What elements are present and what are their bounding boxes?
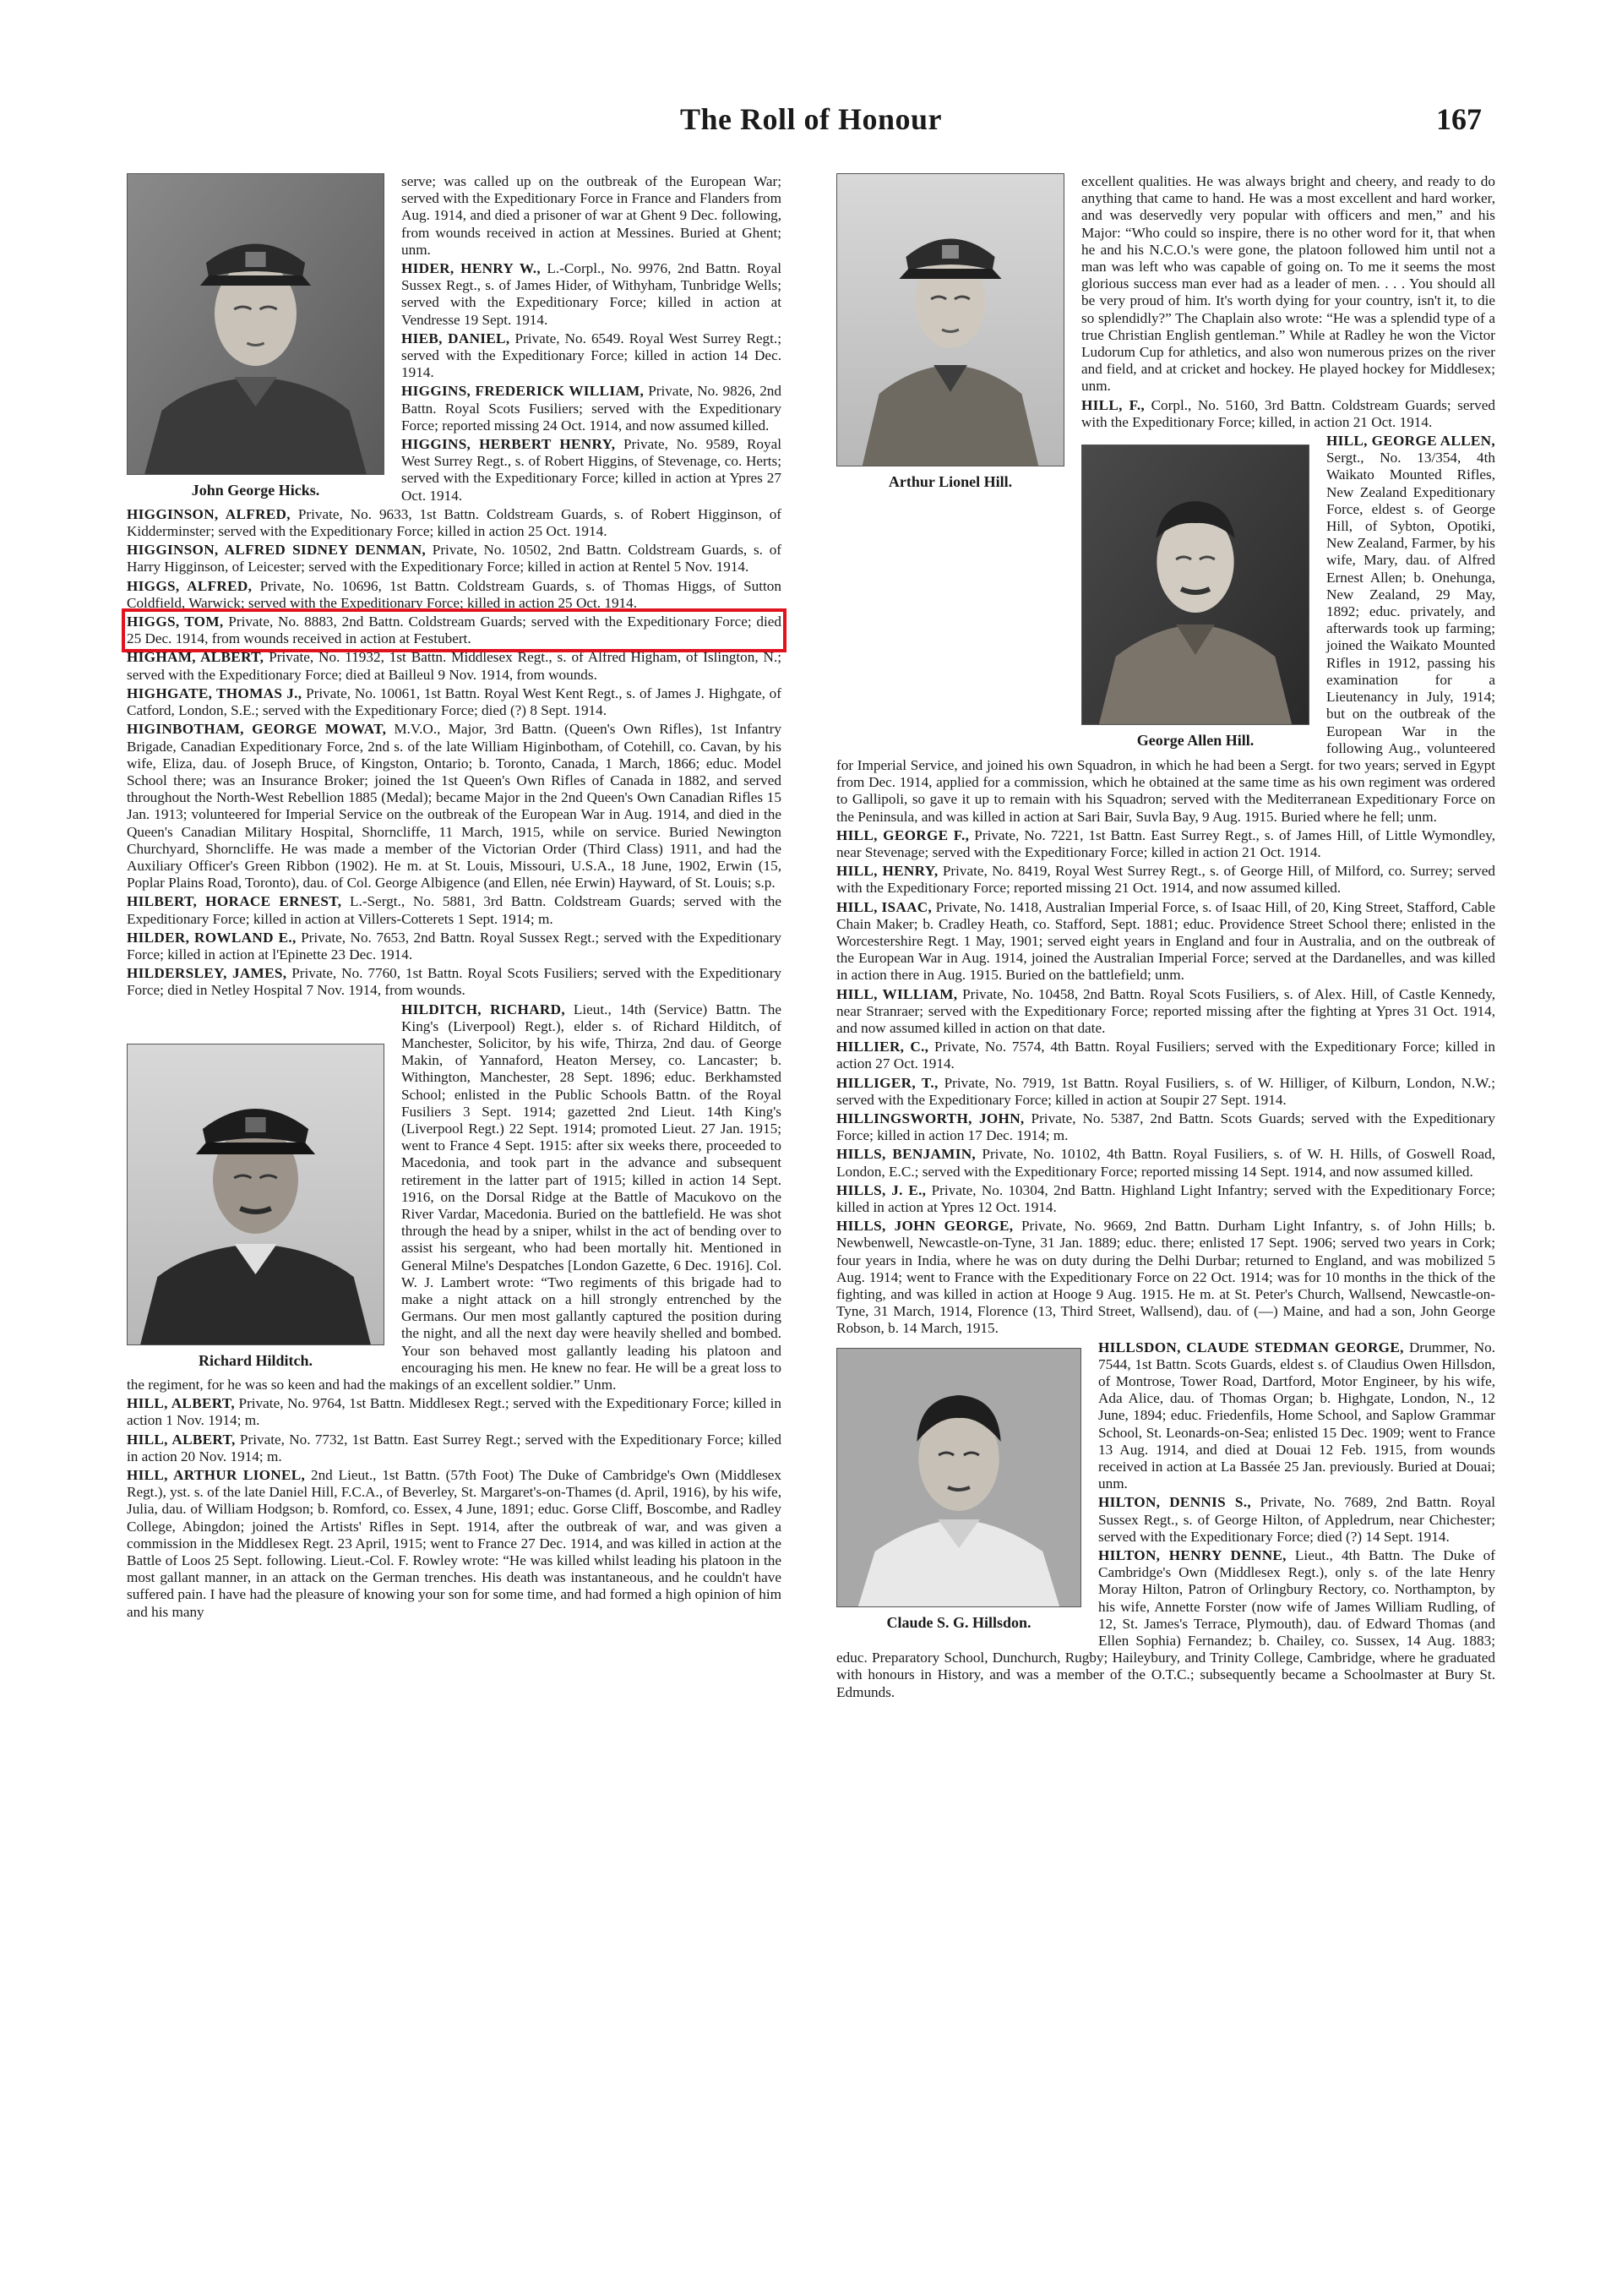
entry-name: HILLS, JOHN GEORGE, (836, 1218, 1014, 1235)
portrait-image (127, 1044, 384, 1345)
entry-name: HILTON, DENNIS S., (1098, 1494, 1251, 1511)
photo-caption: Arthur Lionel Hill. (888, 473, 1013, 490)
photo-arthur-lionel-hill (836, 173, 1064, 495)
entry-text: Private, No. 10304, 2nd Battn. Highland Light Infantry; served with the Expeditionary Force; killed in action at Ypres 12 Oct. 1914. (836, 1181, 1495, 1215)
entry-name: HIGGINS, FREDERICK WILLIAM, (401, 383, 645, 400)
entry-hills-benjamin (836, 1146, 1495, 1180)
right-column (836, 173, 1495, 1703)
entry-name: HILL, ARTHUR LIONEL, (127, 1467, 306, 1484)
highlighted-entry-higgs-tom (127, 614, 781, 647)
entry-text: Drummer, No. 7544, 1st Battn. Scots Guards, eldest s. of Claudius Owen Hillsdon, of Montrose, Tower Road, Dartford, Motor Engineer, by his wife, Ada Alice, dau. of Thomas Organ; b. Highgate, London, N., 12 June, 1894; educ. Friedenfils, Home School, and Saplow Grammar School, St. Leonards-on-Sea; enlisted 15 Dec. 1909; went to France 13 Aug. 1914, and died at Douai 12 Feb. 1915, from wounds received in action at La Bassée 25 Jan. previously. Buried at Douai; unm. (1098, 1339, 1496, 1492)
entry-name: HILLIGER, T., (836, 1074, 939, 1091)
left-column (127, 173, 781, 1622)
entry-text: Private, No. 5387, 2nd Battn. Scots Guards; served with the Expeditionary Force; killed in action 17 Dec. 1914; m. (836, 1110, 1495, 1144)
entry-text: L.-Sergt., No. 5881, 3rd Battn. Coldstream Guards; served with the Expeditionary Force; killed in action at Villers-Cotterets 1 Sept. 1914; m. (127, 893, 781, 927)
entry-hilder-rowland (127, 930, 781, 963)
entry-text: Private, No. 6549. Royal West Surrey Regt.; served with the Expeditionary Force; killed in action 14 Dec. 1914. (401, 330, 782, 381)
entry-name: HIEB, DANIEL, (401, 330, 510, 346)
entry-name: HILL, ALBERT, (127, 1395, 235, 1412)
entry-name: HILDER, ROWLAND E., (127, 929, 297, 946)
entry-name: HILL, ISAAC, (836, 898, 933, 915)
photo-john-george-hicks (127, 173, 384, 504)
entry-text: Private, No. 7653, 2nd Battn. Royal Sussex Regt.; served with the Expeditionary Force; killed in action at l'Epinette 23 Dec. 1914. (127, 929, 781, 963)
entry-name: HILL, HENRY, (836, 863, 939, 880)
portrait-image (127, 173, 384, 475)
entry-name: HILDERSLEY, JAMES, (127, 965, 287, 982)
entry-text: Private, No. 7689, 2nd Battn. Royal Sussex Regt., s. of George Hilton, of Appledrum, near Chichester; served with the Expeditionary Force; died (?) 14 Sept. 1914. (1098, 1494, 1495, 1545)
entry-text: Corpl., No. 5160, 3rd Battn. Coldstream Guards; served with the Expeditionary Force; killed, in action 21 Oct. 1914. (1081, 396, 1495, 430)
entry-text: Private, No. 9633, 1st Battn. Coldstream Guards, s. of Robert Higginson, of Kidderminster; served with the Expeditionary Force; killed in action 25 Oct. 1914. (127, 505, 782, 540)
entry-highgate-thomas (127, 685, 781, 719)
entry-hills-john-george (836, 1218, 1495, 1337)
photo-caption: John George Hicks. (191, 482, 320, 499)
entry-text: Sergt., No. 13/354, 4th Waikato Mounted Rifles, New Zealand Expeditionary Force, eldest s. of George Hill, of Sybton, Opotiki, New Zealand, Farmer, by his wife, Mary, dau. of Alfred Ernest Allen; b. Onehunga, New Zealand, 29 May, 1892; educ. privately, and afterwards took up farming; joined the Waikato Mounted Rifles in 1912, passing his examination for a Lieutenancy in July, 1914; but on the outbreak of the European War in the following Aug., volunteered for Imperial Service, and joined his own Squadron, in which he had been a Sergt. for two years; served in Egypt from Dec. 1914, applied for a commission, which he obtained at the same time as his own regiment was ordered to Gallipoli, so gave it up to remain with his Squadron; served with the Mediterranean Expeditionary Force on the Peninsula, and was killed in action at Sari Bair, Suvla Bay, 9 Aug. 1915. Buried where he fell; unm. (836, 450, 1495, 825)
portrait-image (1081, 444, 1309, 725)
entry-text: Private, No. 9826, 2nd Battn. Royal Scots Fusiliers; served with the Expeditionary Force; reported missing 24 Oct. 1914, and now assumed killed. (401, 383, 781, 434)
entry-hills-j-e (836, 1182, 1495, 1216)
photo-george-allen-hill (1081, 444, 1309, 754)
entry-name: HILDITCH, RICHARD, (401, 1001, 565, 1017)
photo-richard-hilditch (127, 1044, 384, 1374)
entry-name: HILLS, BENJAMIN, (836, 1146, 976, 1163)
entry-text: Private, No. 7574, 4th Battn. Royal Fusiliers; served with the Expeditionary Force; killed in action 27 Oct. 1914. (836, 1039, 1495, 1072)
entry-text: Private, No. 10061, 1st Battn. Royal West Kent Regt., s. of James J. Highgate, of Catford, London, S.E.; served with the Expeditionary Force; died (?) 8 Sept. 1914. (127, 684, 781, 719)
entry-name: HILL, F., (1081, 396, 1146, 413)
entry-name: HILL, ALBERT, (127, 1431, 236, 1448)
entry-name: HILL, GEORGE F., (836, 826, 970, 843)
portrait-image (836, 1348, 1081, 1607)
entry-hill-henry (836, 863, 1495, 897)
photo-caption: Claude S. G. Hillsdon. (886, 1613, 1031, 1631)
entry-name: HIGGINS, HERBERT HENRY, (401, 436, 616, 453)
entry-text: Private, No. 9589, Royal West Surrey Regt., s. of Robert Higgins, of Stevenage, co. Herts; served with the Expeditionary Force; killed in action at Ypres 27 Oct. 1914. (401, 436, 781, 504)
entry-hill-george-f (836, 827, 1495, 861)
entry-name: HILTON, HENRY DENNE, (1098, 1547, 1287, 1564)
page-number: 167 (1436, 102, 1482, 136)
entry-continuation: serve; was called up on the outbreak of the European War; served with the Expeditionary Force in France and Flanders from Aug. 1914, and died a prisoner of war at Ghent 9 Dec. following, from wounds received in action at Messines. Buried at Ghent; unm. (401, 173, 781, 258)
entry-name: HIGGS, TOM, (127, 614, 224, 630)
entry-text: Private, No. 7221, 1st Battn. East Surrey Regt., s. of James Hill, of Little Wymondley, near Stevenage; served with the Expeditionary Force; killed in action 21 Oct. 1914. (836, 826, 1496, 860)
entry-text: Lieut., 4th Battn. The Duke of Cambridge's Own (Middlesex Regt.), only s. of the late Henry Moray Hilton, Patron of Orlingbury Rectory, co. Northampton, by his wife, Annette Forster (now wife of James William Rudling, of 12, St. James's Terrace, Plymouth), dau. of Edward Thomas (and Ellen Sophia) Fernandez; b. Chailey, co. Sussex, 14 Aug. 1883; educ. Preparatory School, Dunchurch, Rugby; Haileybury, and Trinity College, Cambridge, where he graduated with honours in History, and was a member of the O.T.C.; subsequently became a Schoolmaster at Bury St. Edmunds. (836, 1547, 1495, 1700)
entry-higinbotham-george (127, 721, 781, 892)
entry-hill-albert-1 (127, 1395, 781, 1429)
photo-claude-hillsdon (836, 1348, 1081, 1636)
page-header (127, 101, 1495, 152)
entry-hilliger-t (836, 1075, 1495, 1109)
entry-text: Private, No. 10696, 1st Battn. Coldstream Guards, s. of Thomas Higgs, of Sutton Coldfield, Warwick; served with the Expeditionary Force; killed in action 25 Oct. 1914. (127, 577, 781, 611)
entry-text: Private, No. 9669, 2nd Battn. Durham Light Infantry, s. of John Hills; b. Newbenwell, Newcastle-on-Tyne, 31 Jan. 1889; educ. there; enlisted 17 Sept. 1906; served two years in Cork; four years in India, where he was on duty during the Delhi Durbar; returned to England, and was mobilized 5 Aug. 1914; went to France with the Expeditionary Force on 22 Oct. 1914; was for 10 months in the thick of the fighting, and was killed in action at Hooge 9 Aug. 1915. He m. at St. Peter's Church, Wallsend, Newcastle-on-Tyne, 31 March, 1914, Florence (13, Third Street, Wallsend), dau. of (—) Maine, and had a son, John George Robson, b. 14 March, 1915. (836, 1218, 1496, 1337)
entry-name: HILLSDON, CLAUDE STEDMAN GEORGE, (1098, 1339, 1404, 1355)
entry-name: HIGHAM, ALBERT, (127, 649, 264, 666)
entry-name: HILLS, J. E., (836, 1181, 927, 1198)
entry-text: M.V.O., Major, 3rd Battn. (Queen's Own Rifles), 1st Infantry Brigade, Canadian Expeditionary Force, 2nd s. of the late William Higinbotham, of Cotehill, co. Cavan, by his wife, Eliza, dau. of Joseph Bruce, of Kingston, Ontario; b. Toronto, Canada, 1 March, 1866; educ. Model School there; was an Insurance Broker; joined the 1st Queen's Own Rifles of Canada in 1882, and served throughout the North-West Rebellion 1885 (Medal); became Major in the 2nd Queen's Own Canadian Rifles 15 Jan. 1913; volunteered for Imperial Service on the outbreak of the European War in Aug. 1914, and died in the Queen's Canadian Military Hospital, Shorncliffe, 11 March, 1915, while on service. Buried Newington Churchyard, Shorncliffe. He was made a member of the Victorian Order (Third Class) 1911, and had the Auxiliary Officer's Green Ribbon (1902). He m. at St. Louis, Missouri, U.S.A., 18 June, 1902, Erwin (15, Poplar Plains Road, Toronto), dau. of Col. George Albigence (and Ellen, née Erwin) Hayward, of St. Louis; s.p. (127, 721, 781, 892)
entry-text: Private, No. 8419, Royal West Surrey Regt., s. of George Hill, of Milford, co. Surrey; served with the Expeditionary Force; reported missing 21 Oct. 1914, and now assumed killed. (836, 863, 1495, 897)
entry-text: Private, No. 10458, 2nd Battn. Royal Scots Fusiliers, s. of Alex. Hill, of Castle Kennedy, near Stranraer; served with the Expeditionary Force; reported missing after the fighting at Ypres 31 Oct. 1914, and now assumed killed in action on that date. (836, 985, 1495, 1036)
entry-text: Private, No. 7760, 1st Battn. Royal Scots Fusiliers; served with the Expeditionary Force; died in Netley Hospital 7 Nov. 1914, from wounds. (127, 965, 782, 999)
photo-caption: Richard Hilditch. (198, 1351, 313, 1369)
entry-higgs-alfred (127, 578, 781, 612)
entry-hill-isaac (836, 899, 1495, 984)
entry-name: HIGGS, ALFRED, (127, 577, 253, 594)
entry-text: Private, No. 1418, Australian Imperial Force, s. of Isaac Hill, of 20, King Street, Stafford, Cable Chain Maker; b. Cradley Heath, co. Stafford, Sept. 1881; educ. Providence Street School there; enlisted in the Worcestershire Regt. 1 May, 1901; served eight years in England and four in Australia, and on the outbreak of the European War in Aug. 1914, joined the Australian Imperial Force; served at the Dardanelles, and was killed in action there in Aug. 1915. Buried on the battlefield; unm. (836, 898, 1495, 984)
entry-higginson-alfred (127, 506, 781, 540)
entry-name: HIGHGATE, THOMAS J., (127, 684, 302, 701)
entry-higginson-alfred-sidney (127, 542, 781, 575)
entry-name: HIGINBOTHAM, GEORGE MOWAT, (127, 721, 387, 738)
entry-name: HIGGINSON, ALFRED SIDNEY DENMAN, (127, 542, 427, 559)
entry-hildersley-james (127, 965, 781, 999)
entry-text: Private, No. 8883, 2nd Battn. Coldstream Guards; served with the Expeditionary Force; died 25 Dec. 1914, from wounds received in action at Festubert. (127, 614, 781, 647)
entry-text: Private, No. 10502, 2nd Battn. Coldstream Guards, s. of Harry Higginson, of Leicester; served with the Expeditionary Force; killed in action at Rentel 5 Nov. 1914. (127, 542, 782, 575)
entry-text: Private, No. 11932, 1st Battn. Middlesex Regt., s. of Alfred Higham, of Islington, N.; served with the Expeditionary Force; died at Bailleul 9 Nov. 1914, from wounds. (127, 649, 782, 683)
entry-hill-albert-2 (127, 1432, 781, 1465)
entry-name: HILLINGSWORTH, JOHN, (836, 1110, 1025, 1126)
entry-name: HILL, GEORGE ALLEN, (1326, 433, 1495, 450)
entry-text: Private, No. 9764, 1st Battn. Middlesex Regt.; served with the Expeditionary Force; killed in action 1 Nov. 1914; m. (127, 1395, 781, 1429)
entry-name: HIGGINSON, ALFRED, (127, 505, 291, 522)
entry-text: 2nd Lieut., 1st Battn. (57th Foot) The Duke of Cambridge's Own (Middlesex Regt.), yst. s. of the late Daniel Hill, F.C.A., of Beverley, St. Margaret's-on-Thames (d. April, 1916), by his wife, Julia, dau. of William Hodgson; b. Romford, co. Essex, 4 June, 1891; educ. Gorse Cliff, Boscombe, and Radley College, Abingdon; joined the Artists' Rifles in Sept. 1914, after the outbreak of war, and was given a commission in the Middlesex Regt. 23 April, 1915; went to France 27 Dec. 1914, and was killed in action at the Battle of Loos 25 Sept. following. Lieut.-Col. F. Rowley wrote: “He was killed whilst leading his platoon in the most gallant manner, in an attack on the German trenches. His death was instantaneous, and he couldn't have suffered pain. I have had the pleasure of knowing your son for some time, and had formed a high opinion of him and his many (127, 1467, 782, 1620)
entry-text: Private, No. 7732, 1st Battn. East Surrey Regt.; served with the Expeditionary Force; killed in action 20 Nov. 1914; m. (127, 1431, 781, 1464)
entry-name: HILL, WILLIAM, (836, 985, 958, 1002)
entry-name: HIDER, HENRY W., (401, 260, 541, 277)
entry-text: L.-Corpl., No. 9976, 2nd Battn. Royal Sussex Regt., s. of James Hider, of Withyham, Tunbridge Wells; served with the Expeditionary Force; killed in action at Vendresse 19 Sept. 1914. (401, 260, 781, 328)
page-title: The Roll of Honour (679, 102, 943, 136)
entry-higham-albert (127, 649, 781, 683)
photo-caption: George Allen Hill. (1136, 732, 1255, 750)
entry-text: Private, No. 7919, 1st Battn. Royal Fusiliers, s. of W. Hilliger, of Kilburn, London, N.W.; served with the Expeditionary Force; killed in action at Soupir 27 Sept. 1914. (836, 1074, 1496, 1108)
entry-hillingsworth-john (836, 1110, 1495, 1144)
entry-hill-arthur-lionel (127, 1467, 781, 1621)
entry-text: Lieut., 14th (Service) Battn. The King's (Liverpool) Regt.), elder s. of Richard Hilditch, of Manchester, Solicitor, by his wife, Thirza, 2nd dau. of George Makin, of Yannaford, Heaton Mersey, co. Lancaster; b. Withington, Manchester, 28 Sept. 1896; educ. Berkhamsted School; enlisted in the Public Schools Battn. of the Royal Fusiliers 3 Sept. 1914; gazetted 2nd Lieut. 14th King's (Liverpool Regt.) 22 Sept. 1914; promoted Lieut. 27 Jan. 1915; went to France 4 Sept. 1915: after six weeks there, proceeded to Macedonia, and took part in the advance and subsequent retirement in the latter part of 1915; killed in action 14 Sept. 1916, on the Dorsal Ridge at the Battle of Macukovo on the River Vardar, Macedonia. Buried on the battlefield. He was shot through the head by a sniper, whilst in the act of bending over to assist his sergeant, who had been mortally hit. Mentioned in General Milne's Despatches [London Gazette, 6 Dec. 1916]. Col. W. J. Lambert wrote: “Two regiments of this brigade had to make a night attack on a hill strongly entrenched by the Germans. Our men most gallantly captured the position during the night, and all the next day were heavily shelled and bombed. Your son behaved most gallantly leading his platoon and encouraging his men. He knew no fear. He will be a great loss to the regiment, for he was so keen and had the makings of an excellent soldier.” Unm. (127, 1001, 782, 1393)
entry-name: HILBERT, HORACE ERNEST, (127, 893, 342, 910)
entry-hilbert-horace (127, 893, 781, 927)
entry-continuation: excellent qualities. He was always bright and cheery, and ready to do anything that came to hand. He was a most excellent and hard worker, and was deservedly very popular with officers and men,” and his Major: “Who could so inspire, there is no other word for it, that when he and his N.C.O.'s were gone, the platoon followed him until not a man was left who was capable of going on. To me it seems the most glorious success man ever had as a leader of men. . . . You should all be very proud of him. It's worth dying for your country, isn't it, to die so splendidly?” The Chaplain also wrote: “He was a splendid type of a true Christian English gentleman.” While at Radley he won the Victor Ludorum Cup for athletics, and also won numerous prizes on the river and field, and at cricket and hockey. He played hockey for Middlesex; unm. (1081, 173, 1495, 395)
entry-text: Private, No. 10102, 4th Battn. Royal Fusiliers, s. of W. H. Hills, of Goswell Road, London, E.C.; served with the Expeditionary Force; reported missing 14 Sept. 1914, and now assumed killed. (836, 1146, 1495, 1180)
entry-name: HILLIER, C., (836, 1039, 929, 1055)
portrait-image (836, 173, 1064, 466)
entry-hill-william (836, 986, 1495, 1038)
entry-hillier-c (836, 1039, 1495, 1072)
